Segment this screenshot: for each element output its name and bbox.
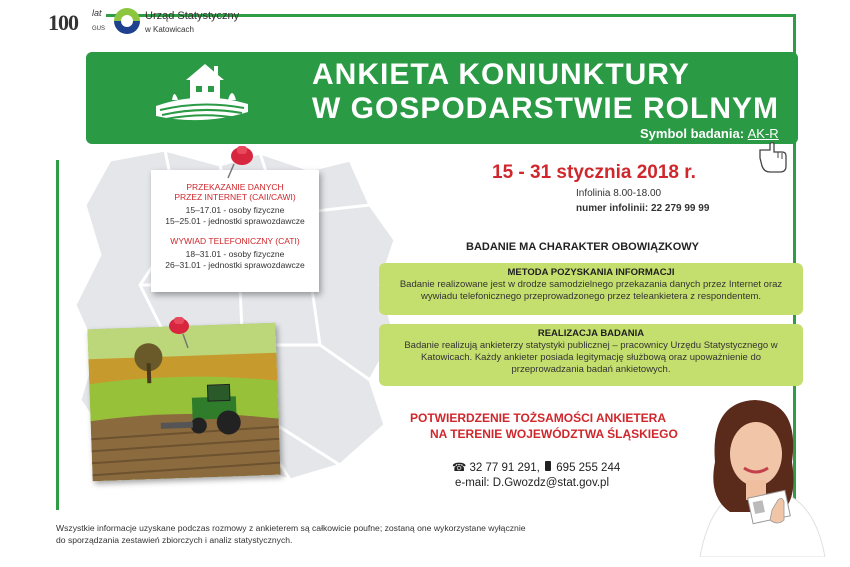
internet-section-title-2: PRZEZ INTERNET (CAII/CAWI)	[174, 192, 296, 202]
hotline-hours: Infolinia 8.00-18.00	[576, 188, 662, 199]
office-name-line: Urząd Statystyczny	[145, 10, 240, 22]
survey-symbol	[640, 126, 779, 141]
schedule-note-card	[151, 170, 319, 292]
farm-icon	[152, 60, 252, 126]
hotline-number: numer infolinii: 22 279 99 99	[576, 203, 710, 214]
pointer-hand-icon	[756, 140, 792, 174]
interviewer-photo	[680, 392, 830, 557]
identity-confirmation-line2: NA TERENIE WOJEWÓDZTWA ŚLĄSKIEGO	[430, 427, 678, 441]
phone-icon: ☎	[452, 462, 467, 474]
map-pin-icon	[166, 314, 196, 350]
method-title: METODA POZYSKANIA INFORMACJI	[507, 267, 675, 278]
obligation-notice: BADANIE MA CHARAKTER OBOWIĄZKOWY	[466, 241, 700, 253]
phone-dates-individuals: 18–31.01 - osoby fizyczne	[185, 249, 285, 259]
confidentiality-footer	[56, 522, 526, 546]
mobile-number: 695 255 244	[556, 462, 621, 474]
page-title-line1: ANKIETA KONIUNKTURY	[312, 58, 690, 91]
internet-dates-individuals: 15–17.01 - osoby fizyczne	[185, 205, 285, 215]
footer-line1: Wszystkie informacje uzyskane podczas rozmowy z ankieterem są całkowicie poufne; zostaną one wykorzystane wyłącznie	[56, 523, 526, 533]
phone-dates-units: 26–31.01 - jednostki sprawozdawcze	[165, 259, 305, 270]
realization-text: Badanie realizują ankieterzy statystyki publicznej – pracownicy Urzędu Statystycznego w Katowicach. Każdy ankieter posiada legitymację służbową oraz upoważnienie do przeprowadzania badań ankietowych.	[404, 340, 778, 375]
mobile-phone-icon	[545, 461, 551, 471]
realization-info-box	[379, 324, 803, 386]
poster-frame-left	[56, 160, 59, 510]
anniversary-logo-number: 100	[48, 10, 78, 35]
identity-confirmation-line1: POTWIERDZENIE TOŻSAMOŚCI ANKIETERA	[410, 411, 667, 425]
footer-line2: do sporządzania zestawień zbiorczych i analiz statystycznych.	[56, 535, 293, 545]
office-logo-icon	[114, 8, 140, 34]
office-city-line: w Katowicach	[145, 25, 194, 34]
contact-phones	[452, 460, 620, 474]
email-link[interactable]: D.Gwozdz@stat.gov.pl	[492, 477, 609, 489]
survey-symbol-label: Symbol badania:	[640, 126, 748, 141]
anniversary-logo-org: GUS	[92, 26, 106, 32]
method-text: Badanie realizowane jest w drodze samodzielnego przekazania danych przez Internet oraz wywiadu telefonicznego przeprowadzonego przez teleankietera z respondentem.	[399, 279, 783, 302]
page-title-line2: W GOSPODARSTWIE ROLNYM	[312, 92, 779, 125]
survey-symbol-code: AK-R	[747, 126, 779, 141]
email-label: e-mail:	[455, 477, 490, 489]
landline-number: 32 77 91 291,	[469, 462, 540, 474]
contact-email	[455, 477, 609, 489]
anniversary-logo-suffix: lat	[92, 8, 102, 18]
internet-section-title-1: PRZEKAZANIE DANYCH	[186, 182, 284, 192]
phone-section-title: WYWIAD TELEFONICZNY (CATI)	[170, 236, 300, 246]
internet-dates-units: 15–25.01 - jednostki sprawozdawcze	[165, 215, 305, 226]
office-name	[145, 10, 239, 36]
survey-dates: 15 - 31 stycznia 2018 r.	[492, 162, 696, 183]
realization-title: REALIZACJA BADANIA	[537, 328, 645, 339]
method-info-box	[379, 263, 803, 315]
map-pin-icon	[224, 142, 256, 180]
